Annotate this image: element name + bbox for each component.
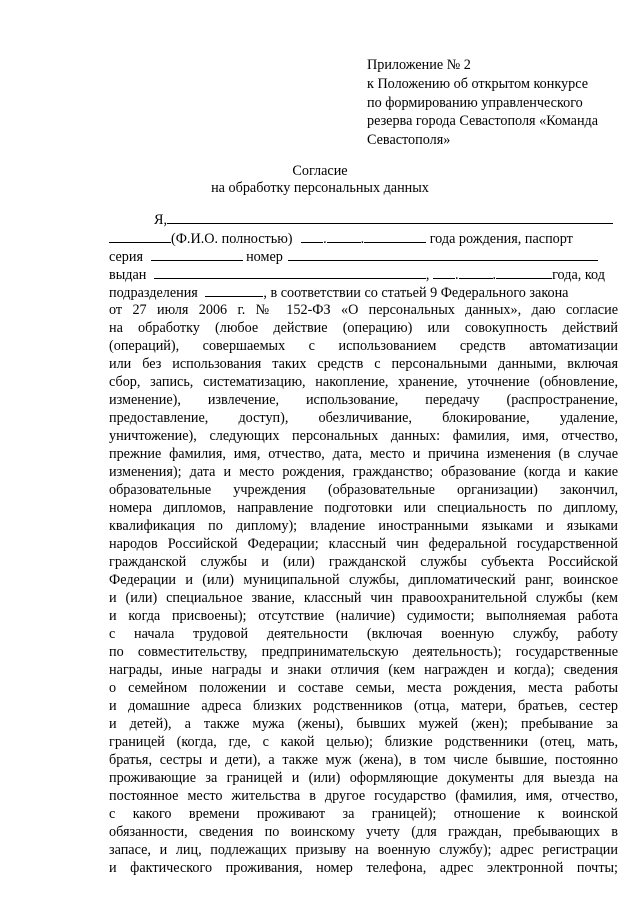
body-line: (операций), совершаемых с использованием средств автоматизации <box>109 338 618 354</box>
series-label: серия <box>109 249 143 265</box>
fio-continuation-field[interactable] <box>109 229 171 243</box>
form-line-series <box>109 247 618 265</box>
dept-label: подразделения <box>109 285 198 301</box>
body-line: по совместительству, предпринимательскую деятельность); государственные <box>109 644 618 660</box>
body-line: запасе, и лиц, подлежащих призыву на военную службу); адрес регистрации <box>109 842 618 858</box>
body-line: гражданской службы и (или) гражданской службы субъекта Российской <box>109 554 618 570</box>
annex-line: Севастополя» <box>367 132 451 149</box>
year-code-label: года, код <box>552 267 605 283</box>
body-line: номера дипломов, направление подготовки или специальность по диплому, <box>109 500 618 516</box>
annex-line: по формированию управленческого <box>367 94 583 111</box>
body-line: и детей), а также мужа (жены), бывших мужей (жен); пребывание за <box>109 716 618 732</box>
body-line: или без использования таких средств с персональными данными, включая <box>109 356 618 372</box>
birth-month-field[interactable] <box>327 229 361 243</box>
body-line: на обработку (любое действие (операцию) или совокупность действий <box>109 320 618 336</box>
document-title: Согласие <box>292 163 348 179</box>
body-line: и фактического проживания, номер телефона, адрес электронной почты; <box>109 860 618 876</box>
dept-rest-text: , в соответствии со статьей 9 Федерального закона <box>263 285 569 301</box>
body-line: постоянное место жительства в другое государство (фамилия, имя, отчество, <box>109 788 618 804</box>
body-line: и когда присвоены); отсутствие (наличие) судимости; выполняемая работа <box>109 608 618 624</box>
body-line: и домашние адреса близких родственников (отца, матери, братьев, сестер <box>109 698 618 714</box>
label-ya: Я, <box>154 212 168 228</box>
body-line: награды, иные награды и знаки отличия (кем награжден и когда); сведения <box>109 662 618 678</box>
body-line: с какого времени проживают за границей); отношение к воинской <box>109 806 618 822</box>
fio-field[interactable] <box>167 210 613 224</box>
body-line: от 27 июля 2006 г. № 152-ФЗ «О персональных данных», даю согласие <box>109 302 618 318</box>
issued-label: выдан <box>109 267 147 283</box>
dept-code-field[interactable] <box>205 283 263 297</box>
form-line-name <box>109 210 618 228</box>
issued-by-field[interactable] <box>154 265 426 279</box>
issue-day-field[interactable] <box>433 265 455 279</box>
fio-hint: (Ф.И.О. полностью) <box>171 231 293 247</box>
body-line: изменения); дата и место рождения, гражданство; образование (когда и какие <box>109 464 618 480</box>
body-line: уничтожение), следующих персональных данных: фамилия, имя, отчество, <box>109 428 618 444</box>
body-line: и (или) специальное звание, классный чин правоохранительной службы (кем <box>109 590 618 606</box>
body-line: Федерации и (или) муниципальной службы, дипломатический ранг, воинское <box>109 572 618 588</box>
body-line: образовательные учреждения (образовательные организации) закончил, <box>109 482 618 498</box>
body-line: народов Российской Федерации; классный чин федеральной государственной <box>109 536 618 552</box>
body-line: обязанности, сведения по воинскому учету (для граждан, пребывающих в <box>109 824 618 840</box>
body-line: границей (когда, где, с какой целью); близкие родственники (отец, мать, <box>109 734 618 750</box>
form-line-dept <box>109 283 618 301</box>
document-subtitle: на обработку персональных данных <box>211 180 429 196</box>
body-line: с начала трудовой деятельности (включая военную службу, работу <box>109 626 618 642</box>
body-line: прежние фамилия, имя, отчество, дата, место и причина изменения (в случае <box>109 446 618 462</box>
body-line: предоставление, доступ), обезличивание, блокирование, удаление, <box>109 410 618 426</box>
series-field[interactable] <box>151 247 243 261</box>
birth-day-field[interactable] <box>301 229 323 243</box>
body-line: изменение), извлечение, использование, передачу (распространение, <box>109 392 618 408</box>
annex-line: к Положению об открытом конкурсе <box>367 75 589 92</box>
form-line-issued: выдан , . . года, код <box>109 267 605 283</box>
form-line-fio-hint: (Ф.И.О. полностью) . . года рождения, паспорт <box>109 229 618 247</box>
birth-year-field[interactable] <box>364 229 426 243</box>
annex-header <box>367 56 637 150</box>
body-line: о семейном положении и составе семьи, места рождения, места работы <box>109 680 618 696</box>
body-line: братья, сестры и дети), а также муж (жена), в том числе бывшие, постоянно <box>109 752 618 768</box>
issue-month-field[interactable] <box>459 265 493 279</box>
body-line: сбор, запись, систематизацию, накопление, хранение, уточнение (обновление, <box>109 374 618 390</box>
body-line: квалификация по диплому); владение иностранными языками и языками <box>109 518 618 534</box>
number-field[interactable] <box>288 247 598 261</box>
annex-line: Приложение № 2 <box>367 57 471 73</box>
annex-line: резерва города Севастополя «Команда <box>367 113 599 130</box>
number-label: номер <box>246 249 283 265</box>
issue-year-field[interactable] <box>496 265 552 279</box>
birth-year-label: года рождения, паспорт <box>429 231 573 247</box>
body-line: проживающие за границей и (или) оформляющие документы для выезда на <box>109 770 618 786</box>
